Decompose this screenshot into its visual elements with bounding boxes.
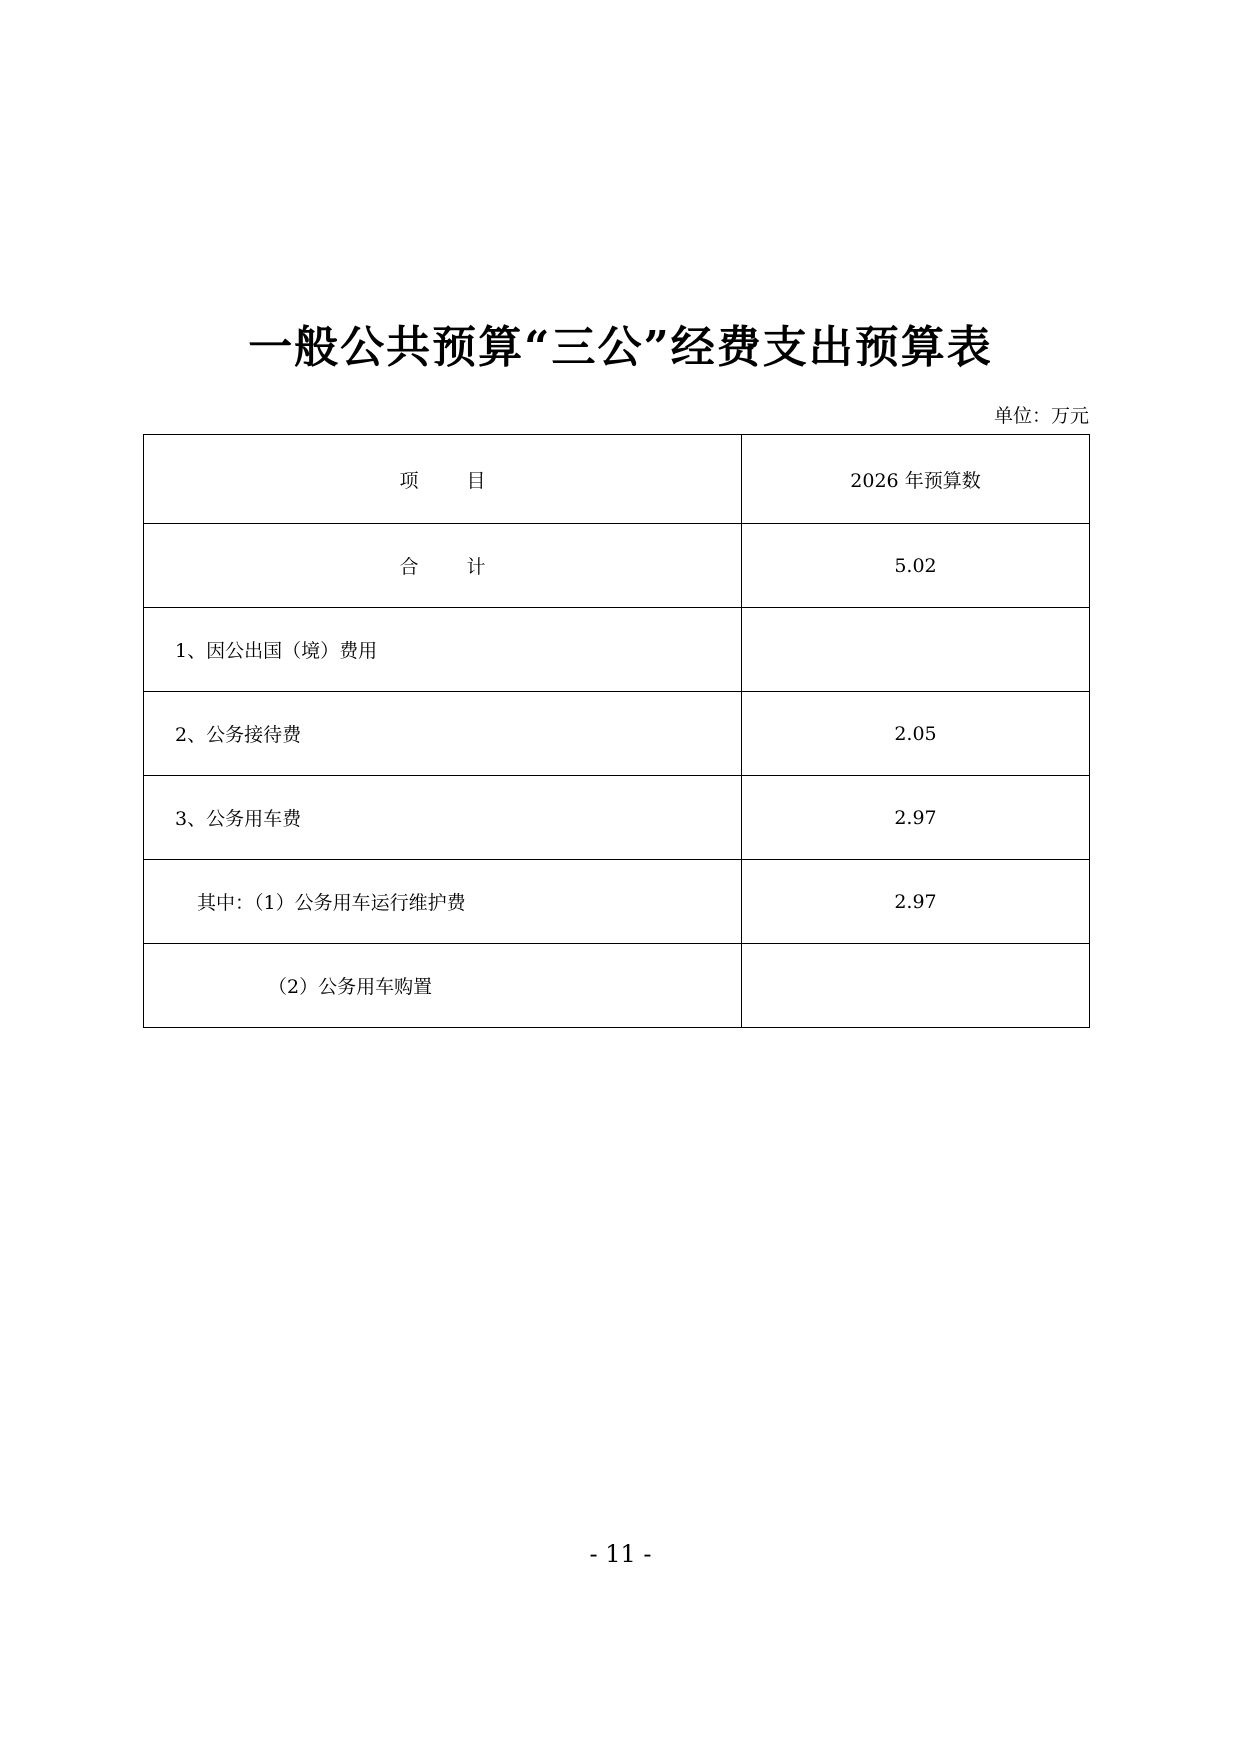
row-value-cell bbox=[742, 944, 1090, 1028]
row-label-cell: 1、因公出国（境）费用 bbox=[144, 608, 742, 692]
total-label-cell bbox=[144, 524, 742, 608]
table-row bbox=[144, 860, 1090, 944]
row-label-cell: 2、公务接待费 bbox=[144, 692, 742, 776]
header-value-cell bbox=[742, 435, 1090, 524]
budget-table bbox=[143, 434, 1090, 1028]
row-value-cell: 2.05 bbox=[742, 692, 1090, 776]
header-value-label: 2026 年预算数 bbox=[850, 469, 981, 492]
document-title: 一般公共预算“三公”经费支出预算表 bbox=[248, 322, 993, 373]
header-item-cell bbox=[144, 435, 742, 524]
row-label-cell: 3、公务用车费 bbox=[144, 776, 742, 860]
page-number: - 11 - bbox=[589, 1540, 652, 1568]
table-row bbox=[144, 776, 1090, 860]
total-label-part1: 合 bbox=[399, 556, 419, 578]
row-value-cell bbox=[742, 608, 1090, 692]
row-value-cell: 2.97 bbox=[742, 776, 1090, 860]
header-item-label-part2: 目 bbox=[466, 469, 486, 492]
table-row bbox=[144, 692, 1090, 776]
table-row bbox=[144, 944, 1090, 1028]
row-label-cell: 其中：（1）公务用车运行维护费 bbox=[144, 860, 742, 944]
table-header-row bbox=[144, 435, 1090, 524]
total-value-cell: 5.02 bbox=[742, 524, 1090, 608]
header-item-label-part1: 项 bbox=[399, 469, 419, 492]
total-label-part2: 计 bbox=[466, 556, 486, 578]
row-label-cell: （2）公务用车购置 bbox=[144, 944, 742, 1028]
row-value-cell: 2.97 bbox=[742, 860, 1090, 944]
table-row bbox=[144, 608, 1090, 692]
total-row bbox=[144, 524, 1090, 608]
unit-label: 单位：万元 bbox=[993, 405, 1089, 427]
